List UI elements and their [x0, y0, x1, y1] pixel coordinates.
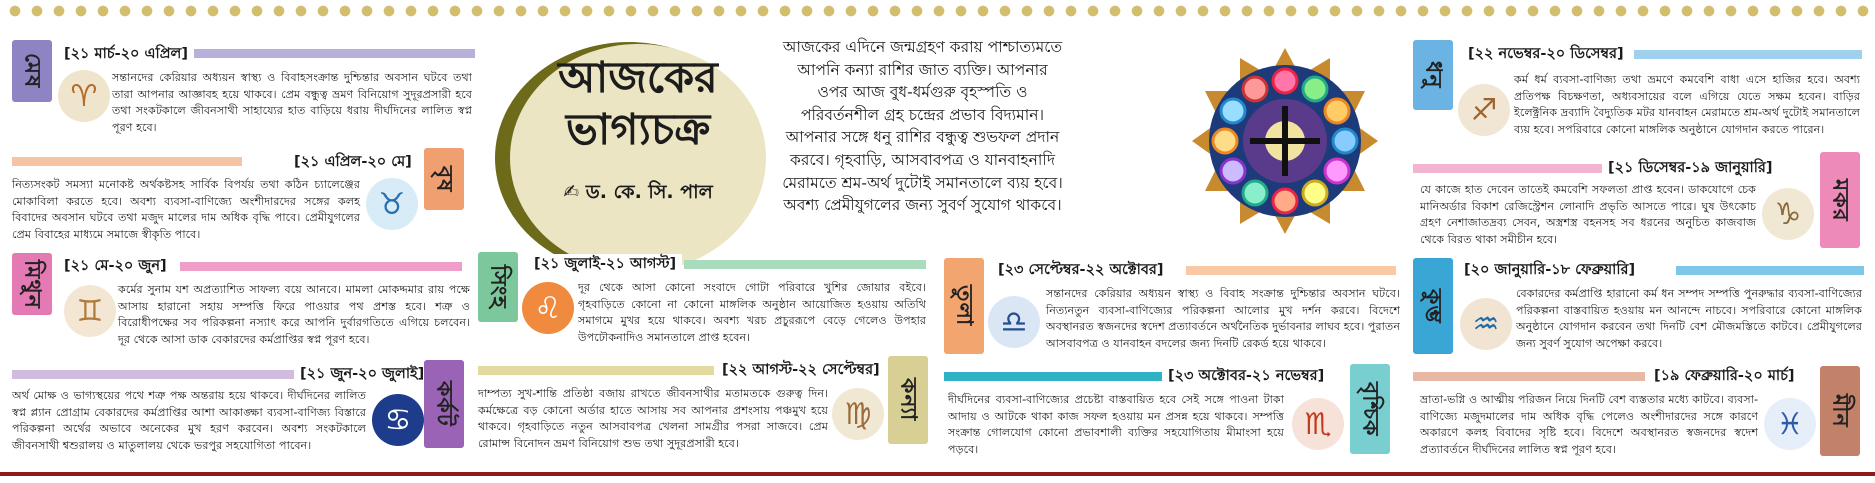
header-bar	[1634, 50, 1862, 59]
virgo-icon: ♍	[832, 388, 884, 440]
sign-date: [২২ আগস্ট-২২ সেপ্টেম্বর]	[716, 360, 886, 380]
sign-date: [২১ জুন-২০ জুলাই]	[294, 364, 430, 384]
sign-text: কর্ম ধর্ম ব্যবসা-বাণিজ্য তথা ভ্রমণে কমবেশি বাধা এসে হাজির হবে। অবশ্য প্রতিপক্ষ বিচক্ষণতা, অধ্যবসায়ের বলে এগিয়ে যেতে সক্ষম হবেন। বাড়ির ইলেক্ট্রনিক দ্রব্যাদি বৈদ্যুতিক মটর যানবাহন মেরামতে শ্রম-অর্থ দুটোই সমানতালে ব্যয় হবে। সপরিবারে কোনো মাঙ্গলিক অনুষ্ঠানে যোগদান করতে পারেন।	[1514, 73, 1860, 136]
sign-text: কর্মের সুনাম যশ অপ্রত্যাশিত সাফল্য বয়ে আনবে। মামলা মোকদ্দমার রায় পক্ষে আসায় হারানো সহায় সম্পত্তি ফিরে পাওয়ার পথ প্রশস্ত হবে। শত্রু ও বিরোধীপক্ষের সব পরিকল্পনা নস্যাৎ করে আপনি দুর্বারগতিতে এগিয়ে চলবেন। দূর থেকে আসা ডাক বেকারদের কর্মপ্রাপ্তির স্বপ্ন পূরণ হবে।	[118, 283, 470, 346]
sign-name: বৃশ্চিক	[1357, 381, 1383, 437]
intro-text: আজকের এদিনে জন্মগ্রহণ করায় পাশ্চাত্যমতে আপনি কন্যা রাশির জাত ব্যক্তি। আপনার ওপর আজ বুধ-ধর্মগুরু বৃহস্পতি ও পরিবর্তনশীল গ্রহ চন্দ্রের প্রভাব বিদ্যমান। আপনার সঙ্গে ধনু রাশির বন্ধুত্ব শুভফল প্রদান করবে। গৃহবাড়ি, আসবাবপত্র ও যানবাহনাদি মেরামতে শ্রম-অর্থ দুটোই সমানতালে ব্যয় হবে। অবশ্য প্রেমীযুগলের জন্য সুবর্ণ সুযোগ থাকবে।	[782, 38, 1063, 215]
sign-name: ধনু	[1420, 61, 1446, 89]
sign-text: ভ্রাতা-ভগ্নি ও আত্মীয় পরিজন নিয়ে দিনটি বেশ ব্যস্ততার মধ্যে কাটবে। ব্যবসা-বাণিজ্যে মজুদমালের দাম অধিক বৃদ্ধি পেলেও অংশীদারদের সঙ্গে কারণে অকারণে কলহ বিবাদের সৃষ্টি হবে। বিদেশে অবস্থানরত স্বজনদের স্বদেশ প্রত্যাবর্তনে দীর্ঘদিনের লালিত স্বপ্ন পূরণ হবে।	[1420, 393, 1758, 456]
header-bar	[180, 262, 462, 271]
leo-icon: ♌	[522, 282, 574, 334]
sign-date: [২১ এপ্রিল-২০ মে]	[288, 152, 418, 172]
sign-tab-karkat	[424, 360, 464, 448]
sign-name: কর্কট	[431, 381, 457, 427]
libra-icon: ♎	[988, 296, 1040, 348]
sign-date: [১৯ ফেব্রুয়ারি-২০ মার্চ]	[1648, 366, 1801, 386]
author-name: ড. কে. সি. পাল	[585, 181, 713, 203]
page-title: আজকের ভাগ্যচক্র	[558, 53, 718, 155]
sign-name: মেষ	[19, 53, 45, 89]
aries-icon: ♈	[58, 70, 110, 122]
header-bar	[1413, 372, 1645, 381]
pen-nib-icon: ✍	[563, 181, 580, 203]
sign-tab-meen	[1820, 366, 1860, 456]
sign-date: [২১ জুলাই-২১ আগস্ট]	[528, 254, 682, 274]
zodiac-wheel-icon	[1190, 46, 1380, 236]
sign-tab-tula	[944, 258, 984, 354]
header-bar	[1413, 164, 1613, 173]
header-bar	[684, 260, 926, 269]
header-bar	[12, 370, 294, 379]
sign-name: মকর	[1827, 178, 1853, 222]
pisces-icon: ♓	[1764, 398, 1816, 450]
sign-text: সন্তানদের কেরিয়ার অধ্যয়ন স্বাস্থ্য ও বিবাহ সংক্রান্ত দুশ্চিন্তার অবসান ঘটবে। নিত্যনতুন ব্যবসা-বাণিজ্যের পরিকল্পনা আলোর মুখ দর্শন করবে। বিদেশে অবস্থানরত স্বজনদের স্বদেশ প্রত্যাবর্তনে অর্থনৈতিক দুর্ভাবনার লাঘব হবে। পুরাতন আসবাবপত্র ও যানবাহন বদলের জন্য দিনটি রেকর্ড হয়ে থাকবে।	[1046, 287, 1400, 350]
sign-text: অর্থ মোক্ষ ও ভাগ্যস্থয়ের পথে শত্রু পক্ষ অন্তরায় হয়ে থাকবে। দীর্ঘদিনের লালিত স্বপ্ন প্ল্যান প্রোগ্রাম বেকারদের কর্মপ্রাপ্তির আশা আকাঙ্ক্ষা ব্যবসা-বাণিজ্য বিস্তারে পরিকল্পনা অর্থের অভাবে অনেকের মুখ হরণ করবেন। অবশ্য সংকটকালে জীবনসাথী শ্বশুরালয় ও মাতুলালয় থেকে ভরপুর সহযোগিতা পাবেন।	[12, 389, 366, 452]
sign-tab-kumbha	[1413, 258, 1453, 354]
sign-tab-mesh	[12, 40, 52, 102]
sagittarius-icon: ♐	[1458, 84, 1510, 136]
scorpio-icon: ♏	[1292, 398, 1344, 450]
sign-tab-singha	[478, 252, 518, 322]
sign-date: [২৩ অক্টোবর-২১ নভেম্বর]	[1162, 366, 1330, 386]
sign-text: নিত্যসংকট সমস্যা মনোকষ্ট অর্থকষ্টসহ সার্বিক বিপর্যয় তথা কঠিন চ্যালেঞ্জের মোকাবিলা করতে হবে। অবশ্য ব্যবসা-বাণিজ্যে অংশীদারদের সঙ্গের কলহ বিবাদের অবসান ঘটবে তথা মজুদ মালের দাম অধিক বৃদ্ধি পাবে। প্রেমীযুগলের প্রেম বিবাহের মাধ্যমে সমাজে স্বীকৃতি পাবে।	[12, 178, 360, 241]
sign-tab-mithun	[12, 253, 52, 315]
sign-text: দীর্ঘদিনের ব্যবসা-বাণিজ্যের প্রচেষ্টা বাস্তবায়িত হবে সেই সঙ্গে পাওনা টাকা আদায় ও আটকে থাকা কাজ সফল হওয়ায় মন প্রসন্ন হয়ে থাকবে। সম্পত্তি সংক্রান্ত গোলযোগ কোনো প্রভাবশালী ব্যক্তির সহযোগিতায় মীমাংসা হয়ে পড়বে।	[948, 393, 1284, 456]
sign-tab-makar	[1820, 152, 1860, 248]
sign-tab-brishchik	[1350, 364, 1390, 454]
author-line	[510, 178, 766, 210]
capricorn-icon: ♑	[1762, 188, 1814, 240]
bottom-border-rule	[0, 472, 1875, 476]
header-bar	[1186, 266, 1396, 275]
sign-text: দাম্পত্য সুখ-শান্তি প্রতিষ্ঠা বজায় রাখতে জীবনসাথীর মতামতকে গুরুত্ব দিন। কর্মক্ষেত্রে বড় কোনো অর্ডার হাতে আসায় সব আপনার প্রশংসায় পঞ্চমুখ হয়ে থাকবে। গৃহবাড়িতে নতুন আসবাবপত্র খেলনা সামগ্রীর পসরা সাজবে। প্রেম রোমান্স বিনোদন ভ্রমণ বিনিয়োগ শুভ তথা সুদূরপ্রসারী হবে।	[478, 387, 828, 450]
sign-text: যে কাজে হাত দেবেন তাতেই কমবেশি সফলতা প্রাপ্ত হবেন। ডাকযোগে চেক মানিঅর্ডার বিকাশ রেজিস্ট্রেশন লোনাদি প্রভৃতি আসতে পারে। ঘুষ উৎকোচ গ্রহণ নেশাজাতদ্রব্য সেবন, অস্ত্রশস্ত্র বহনসহ সব ধরনের অনুচিত কাজবাজ থেকে বিরত থাকা সমীচীন হবে।	[1420, 183, 1756, 246]
aquarius-icon: ♒	[1460, 298, 1512, 350]
sign-text: বেকারদের কর্মপ্রাপ্তি হারানো কর্ম ধন সম্পদ সম্পত্তি পুনরুদ্ধার ব্যবসা-বাণিজ্যের পরিকল্পনা বাস্তবায়িত হওয়ায় মন আনন্দে নাচবে। সপরিবারে কোনো মাঙ্গলিক অনুষ্ঠানে যোগদান করবেন তথা দিনটি বেশ মৌজমস্তিতে কাটবে। প্রেমীযুগলের জন্য সুবর্ণ সুযোগ অপেক্ষা করবে।	[1516, 287, 1862, 350]
sign-date: [২৩ সেপ্টেম্বর-২২ অক্টোবর]	[992, 260, 1170, 280]
header-bar	[12, 157, 242, 166]
header-bar	[1676, 266, 1864, 275]
sign-tab-brisha	[424, 148, 464, 210]
sign-tab-kanya	[888, 356, 928, 444]
sign-date: [২০ জানুয়ারি-১৮ ফেব্রুয়ারি]	[1458, 260, 1641, 280]
sign-name: তুলা	[951, 285, 977, 327]
header-bar	[190, 49, 475, 58]
header-bar	[944, 372, 1164, 381]
sign-name: বৃষ	[431, 165, 457, 193]
sign-date: [২২ নভেম্বর-২০ ডিসেম্বর]	[1462, 44, 1630, 64]
sign-name: সিংহ	[485, 265, 511, 309]
sign-name: কন্যা	[895, 378, 921, 422]
sign-date: [২১ মে-২০ জুন]	[58, 256, 173, 276]
sign-date: [২১ ডিসেম্বর-১৯ জানুয়ারি]	[1602, 158, 1778, 178]
sign-date: [২১ মার্চ-২০ এপ্রিল]	[58, 44, 194, 64]
sign-name: মিথুন	[19, 259, 45, 309]
sign-text: সন্তানদের কেরিয়ার অধ্যয়ন স্বাস্থ্য ও বিবাহসংক্রান্ত দুশ্চিন্তার অবসান ঘটবে তথা তারা আপনার আজ্ঞাবহ হয়ে থাকবে। প্রেম বন্ধুত্ব ভ্রমণ বিনিয়োগ সুদূরপ্রসারী হবে তথা সংকটকালে জীবনসাথী সাহায্যের হাত বাড়িয়ে ধরায় দীর্ঘদিনের লালিত স্বপ্ন পূরণ হবে।	[112, 71, 472, 134]
header-bar	[478, 366, 714, 375]
taurus-icon: ♉	[366, 178, 418, 230]
gemini-icon: ♊	[64, 285, 116, 337]
sign-name: কুম্ভ	[1420, 288, 1446, 324]
cancer-icon: ♋	[372, 394, 424, 446]
sign-tab-dhanu	[1413, 40, 1453, 110]
sign-name: মীন	[1827, 394, 1853, 428]
dotted-top-border	[0, 0, 1875, 22]
sign-text: দূর থেকে আসা কোনো সংবাদে গোটা পরিবারে খুশির জোয়ার বইবে। গৃহবাড়িতে কোনো না কোনো মাঙ্গলিক অনুষ্ঠান আয়োজিত হওয়ায় অতিথি সমাগমে মুখর হয়ে থাকবে। অবশ্য খরচ প্রচুররূপে বেড়ে গেলেও উপহার উপঢৌকনাদিও সমানতালে প্রাপ্ত হবেন।	[578, 281, 926, 344]
